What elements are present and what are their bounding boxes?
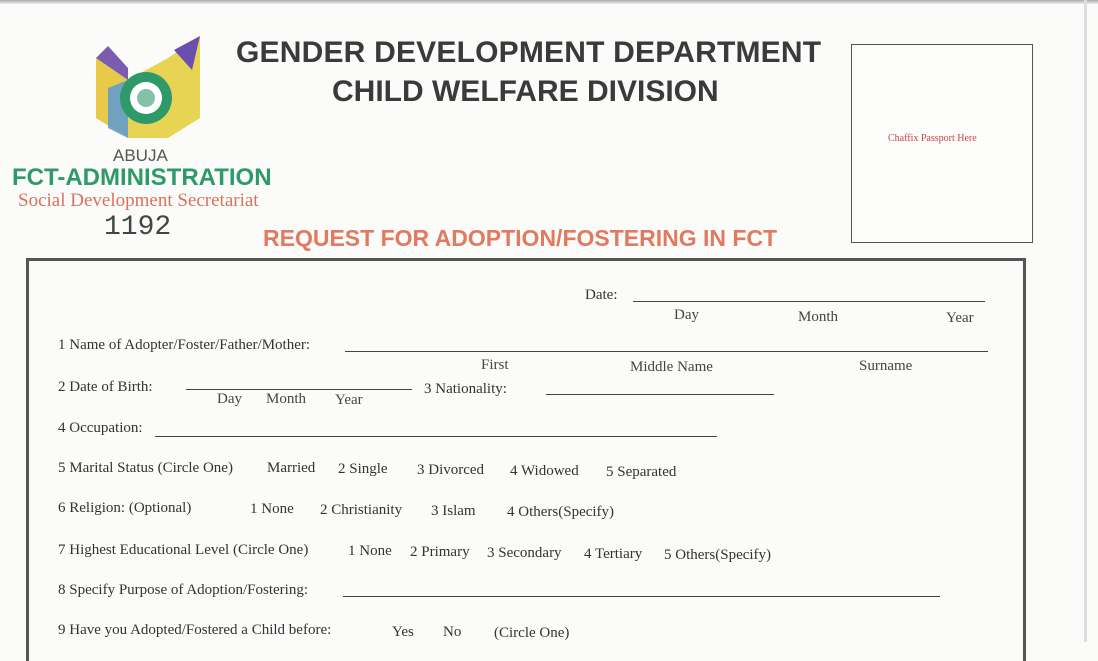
q6-label: 6 Religion: (Optional) <box>58 500 192 516</box>
q5-label: 5 Marital Status (Circle One) <box>58 460 233 476</box>
q5-option-separated[interactable]: 5 Separated <box>606 464 677 480</box>
q9-option-no[interactable]: No <box>443 624 462 640</box>
q7-option-others[interactable]: 5 Others(Specify) <box>664 547 772 563</box>
q6-option-others[interactable]: 4 Others(Specify) <box>507 504 615 520</box>
logo-secretariat: Social Development Secretariat <box>18 190 259 211</box>
q7-option-none[interactable]: 1 None <box>348 543 392 559</box>
q1-surname-caption: Surname <box>859 358 913 374</box>
q1-first-caption: First <box>481 357 509 373</box>
logo-admin: FCT-ADMINISTRATION <box>12 164 272 191</box>
occupation-field[interactable] <box>155 436 717 437</box>
passport-label: Chaffix Passport Here <box>888 133 977 144</box>
nationality-field[interactable] <box>546 394 774 395</box>
fct-logo-icon <box>88 18 218 148</box>
q6-option-none[interactable]: 1 None <box>250 501 294 517</box>
q6-option-islam[interactable]: 3 Islam <box>431 503 476 519</box>
q6-option-christianity[interactable]: 2 Christianity <box>320 502 403 518</box>
q9-label: 9 Have you Adopted/Fostered a Child before: <box>58 622 332 638</box>
date-label: Date: <box>585 287 618 303</box>
q7-label: 7 Highest Educational Level (Circle One) <box>58 542 309 558</box>
q9-option-yes[interactable]: Yes <box>392 624 414 640</box>
dob-day-caption: Day <box>217 391 242 407</box>
q5-option-divorced[interactable]: 3 Divorced <box>417 462 485 478</box>
q9-note: (Circle One) <box>494 625 570 641</box>
dob-month-caption: Month <box>266 391 307 407</box>
dob-year-caption: Year <box>335 392 363 408</box>
department-heading: GENDER DEVELOPMENT DEPARTMENT <box>236 36 822 69</box>
q2-label: 2 Date of Birth: <box>58 379 153 395</box>
q7-option-primary[interactable]: 2 Primary <box>410 544 470 560</box>
serial-number: 1192 <box>104 212 172 243</box>
dob-field[interactable] <box>186 389 412 390</box>
date-year-caption: Year <box>946 310 974 326</box>
date-field[interactable] <box>633 301 985 302</box>
q5-option-married[interactable]: Married <box>267 460 316 476</box>
q7-option-secondary[interactable]: 3 Secondary <box>487 545 562 561</box>
scan-edge-right <box>1084 0 1087 642</box>
q5-option-widowed[interactable]: 4 Widowed <box>510 463 579 479</box>
date-day-caption: Day <box>674 307 699 323</box>
purpose-field[interactable] <box>343 596 940 597</box>
logo-city: ABUJA <box>113 146 168 165</box>
scan-edge-top <box>0 0 1098 4</box>
q1-label: 1 Name of Adopter/Foster/Father/Mother: <box>58 337 311 353</box>
name-field[interactable] <box>345 351 988 352</box>
q3-label: 3 Nationality: <box>424 381 507 397</box>
q8-label: 8 Specify Purpose of Adoption/Fostering: <box>58 582 308 598</box>
q4-label: 4 Occupation: <box>58 420 143 436</box>
division-heading: CHILD WELFARE DIVISION <box>332 75 719 108</box>
form-title: REQUEST FOR ADOPTION/FOSTERING IN FCT <box>263 225 778 251</box>
date-month-caption: Month <box>798 309 839 325</box>
q7-option-tertiary[interactable]: 4 Tertiary <box>584 546 643 562</box>
q5-option-single[interactable]: 2 Single <box>338 461 388 477</box>
q1-middle-caption: Middle Name <box>630 359 713 375</box>
